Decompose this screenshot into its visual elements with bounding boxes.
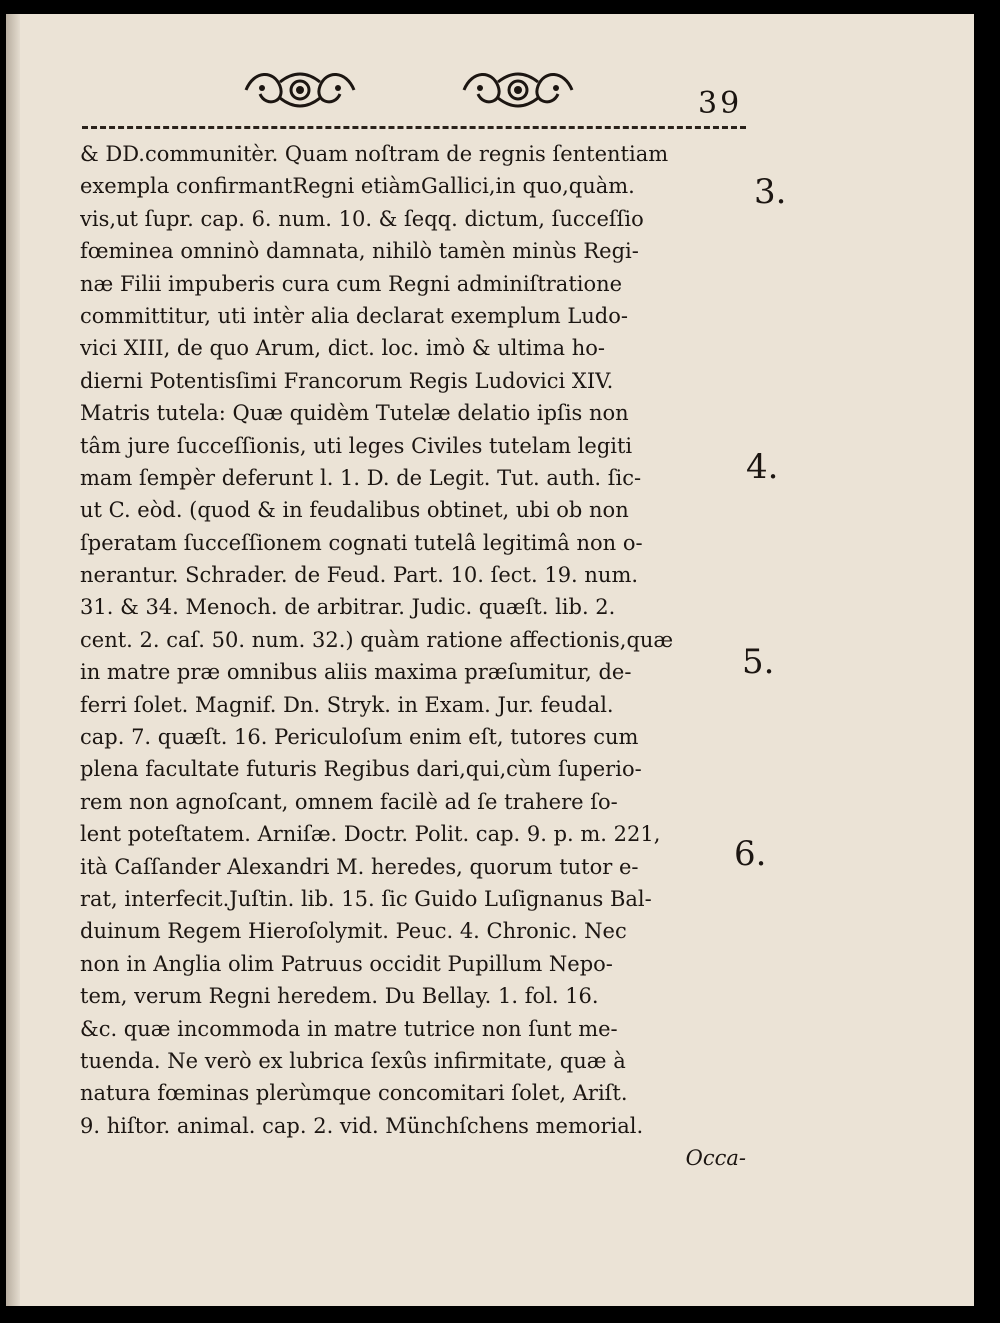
text-line: dierni Potentisſimi Francorum Regis Ludovici XIV. bbox=[80, 368, 614, 393]
text-line: & DD.communitèr. Quam noſtram de regnis ſententiam bbox=[80, 142, 669, 166]
text-line: ut C. eòd. (quod & in feudalibus obtinet, ubi ob non bbox=[80, 498, 629, 523]
text-line: lent poteſtatem. Arniſæ. Doctr. Polit. cap. 9. p. m. 221, bbox=[80, 822, 661, 847]
text-line: næ Filii impuberis cura cum Regni adminiſtratione bbox=[80, 271, 623, 296]
text-line: 31. & 34. Menoch. de arbitrar. Judic. quæſt. lib. 2. bbox=[80, 595, 616, 620]
text-line: tem, verum Regni heredem. Du Bellay. 1. fol. 16. bbox=[80, 984, 599, 1009]
margin-note-4: 4. bbox=[746, 447, 779, 487]
text-line: ferri ſolet. Magnif. Dn. Stryk. in Exam. Jur. feudal. bbox=[80, 692, 614, 717]
text-line: cent. 2. caſ. 50. num. 32.) quàm ratione affectionis,quæ bbox=[80, 627, 674, 652]
page-gutter-shadow bbox=[6, 14, 20, 1306]
page-number: 39 bbox=[698, 86, 743, 121]
book-page bbox=[6, 14, 974, 1306]
text-line: Matris tutela: Quæ quidèm Tutelæ delatio ipſis non bbox=[80, 401, 629, 426]
headpiece-ornament-left bbox=[240, 62, 360, 118]
margin-note-3: 3. bbox=[754, 172, 787, 212]
text-line: tâm jure ſucceſſionis, uti leges Civiles tutelam legiti bbox=[80, 433, 633, 458]
text-line: duinum Regem Hieroſolymit. Peuc. 4. Chronic. Nec bbox=[80, 919, 627, 944]
text-line: rat, interfecit.Juſtin. lib. 15. ſic Guido Luſignanus Bal- bbox=[80, 886, 652, 911]
margin-note-6: 6. bbox=[734, 834, 767, 874]
catchword: Occa- bbox=[685, 1146, 746, 1171]
text-line: natura fœminas plerùmque concomitari ſolet, Ariſt. bbox=[80, 1081, 628, 1106]
headpiece-ornament-right bbox=[458, 62, 578, 118]
text-line: &c. quæ incommoda in matre tutrice non ſunt me- bbox=[80, 1016, 618, 1041]
text-line: fœminea omninò damnata, nihilò tamèn minùs Regi- bbox=[80, 239, 639, 264]
text-line: ità Caſſander Alexandri M. heredes, quorum tutor e- bbox=[80, 854, 639, 879]
text-line: tuenda. Ne verò ex lubrica ſexûs infirmitate, quæ à bbox=[80, 1048, 626, 1073]
text-line: vis,ut ſupr. cap. 6. num. 10. & ſeqq. dictum, ſucceſſio bbox=[80, 206, 644, 231]
text-line: mam ſempèr deferunt l. 1. D. de Legit. Tut. auth. ſic- bbox=[80, 465, 642, 490]
text-line: exempla confirmantRegni etiàmGallici,in quo,quàm. bbox=[80, 174, 635, 199]
header-rule bbox=[82, 126, 746, 129]
text-line: non in Anglia olim Patruus occidit Pupillum Nepo- bbox=[80, 951, 613, 976]
text-line: cap. 7. quæſt. 16. Periculoſum enim eſt, tutores cum bbox=[80, 725, 639, 750]
text-line: 9. hiſtor. animal. cap. 2. vid. Münchſchens memorial. bbox=[80, 1113, 644, 1138]
text-line: nerantur. Schrader. de Feud. Part. 10. ſect. 19. num. bbox=[80, 563, 639, 588]
text-line: in matre præ omnibus aliis maxima præſumitur, de- bbox=[80, 660, 632, 685]
margin-note-5: 5. bbox=[742, 642, 775, 682]
text-line: ſperatam ſucceſſionem cognati tutelâ legitimâ non o- bbox=[80, 530, 643, 555]
body-text bbox=[80, 138, 760, 1175]
text-line: rem non agnoſcant, omnem facilè ad ſe trahere ſo- bbox=[80, 789, 618, 814]
text-line: plena facultate futuris Regibus dari,qui,cùm ſuperio- bbox=[80, 757, 642, 782]
text-line: vici XIII, de quo Arum, dict. loc. imò & ultima ho- bbox=[80, 336, 606, 361]
text-line: committitur, uti intèr alia declarat exemplum Ludo- bbox=[80, 303, 628, 328]
